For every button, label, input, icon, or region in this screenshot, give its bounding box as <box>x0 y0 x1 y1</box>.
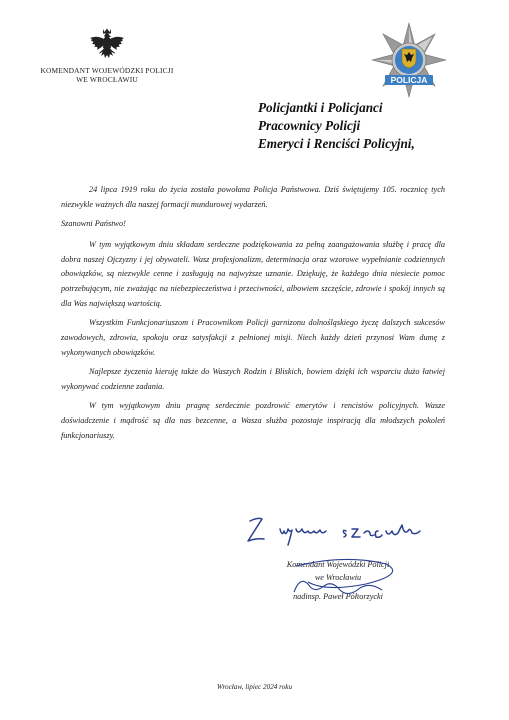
salutation-line: Pracownicy Policji <box>258 118 361 133</box>
institution-line: WE WROCŁAWIU <box>76 75 138 84</box>
signer-signature <box>286 572 396 606</box>
place-and-date: Wrocław, lipiec 2024 roku <box>216 683 293 691</box>
paragraph: Wszystkim Funkcjonariuszom i Pracownikom Policji garnizonu dolnośląskiego życzę dalszych sukcesów zawodowych, zdrowia, spokoju oraz satysfakcji z pełnionej misji. Niech każdy dzień przynosi Wam dumę z wykonywanych obowiązków. <box>61 318 445 357</box>
police-star-badge-icon <box>371 22 447 98</box>
paragraph: W tym wyjątkowym dniu pragnę serdecznie pozdrowić emerytów i rencistów policyjnych. Wasze doświadczenie i mądrość są dla nas bezcenne, a Wasza służba pozostaje inspiracją dla młodszych pokoleń funkcjonariuszy. <box>61 401 445 440</box>
polish-eagle-icon <box>87 26 127 66</box>
letter-body <box>61 183 445 448</box>
salutation-line: Policjantki i Policjanci <box>258 100 383 115</box>
paragraph: 24 lipca 1919 roku do życia została powołana Policja Państwowa. Dziś świętujemy 105. rocznicę tych niezwykle ważnych dla naszej formacji mundurowej wydarzeń. <box>61 185 445 209</box>
salutation <box>258 99 498 153</box>
signer-name: nadinsp. Paweł Półtorzycki <box>293 592 383 601</box>
paragraph: Najlepsze życzenia kieruję także do Waszych Rodzin i Bliskich, bowiem dzięki ich wsparciu dużo łatwiej wykonywać codzienne zadania. <box>61 367 445 392</box>
institution-name <box>20 66 194 84</box>
institution-line: KOMENDANT WOJEWÓDZKI POLICJI <box>40 66 174 75</box>
salutation-line: Emeryci i Renciści Policyjni, <box>258 136 415 151</box>
paragraph: W tym wyjątkowym dniu składam serdeczne podziękowania za pełną zaangażowania służbę i pracę dla dobra naszej Ojczyzny i jej obywateli. Wasz profesjonalizm, determinacja oraz wzorowe wypełnianie codziennych obowiązków, są niezwykle cenne i zasługują na najwyższe uznanie. Dziękuję, że każdego dnia niesiecie pomoc potrzebującym, nie zważając na niebezpieczeństwa i przeciwności, albowiem szczęście, zdrowie i spokój innych są dla Was największą wartością. <box>61 239 445 309</box>
handwritten-closing-signature <box>238 505 438 555</box>
signer-title: Komendant Wojewódzki Policji <box>286 560 390 569</box>
badge-text: POLICJA <box>390 75 428 85</box>
greeting: Szanowni Państwo! <box>61 219 126 229</box>
signer-location: we Wrocławiu <box>314 573 362 582</box>
